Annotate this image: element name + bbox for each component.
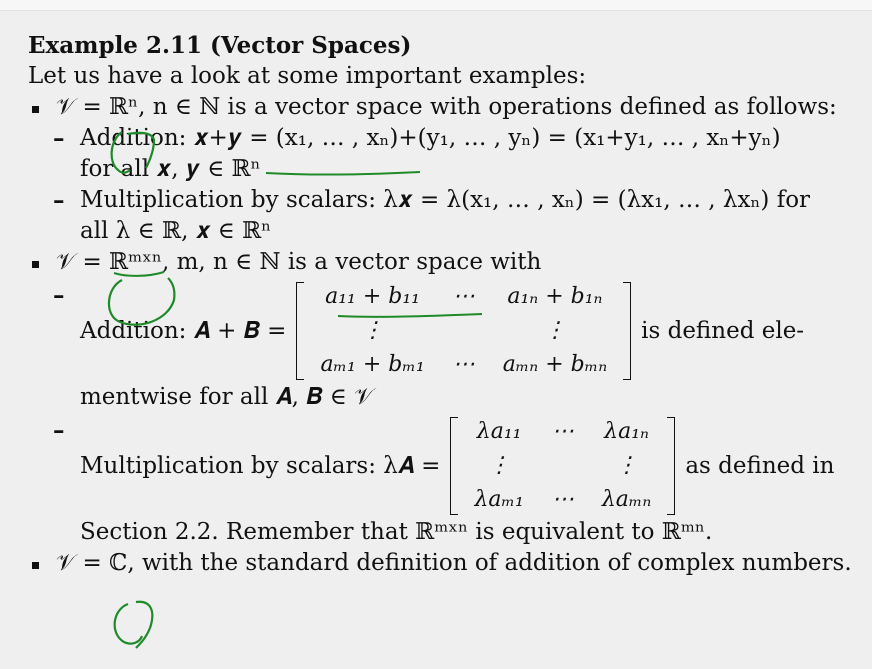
addition-matrix-cell: aₘₙ + bₘₙ (502, 352, 608, 377)
example-title: Example 2.11 (Vector Spaces) (28, 32, 412, 59)
rmn-multiplication-prefix: – Multiplication by scalars: λ𝑨 = (80, 452, 441, 479)
addition-matrix-cell (439, 314, 489, 348)
rmn-addition-suffix: is defined ele- (641, 317, 805, 344)
scalar-matrix-cell: ⋯ (551, 487, 574, 512)
example-intro: Let us have a look at some important examples: (28, 63, 587, 89)
addition-matrix-cell: ⋯ (452, 352, 475, 377)
scalar-matrix (450, 415, 675, 517)
addition-matrix-cell: a₁ₙ + b₁ₙ (507, 284, 603, 309)
bullet-rmn: 𝒱 = ℝᵐˣⁿ, m, n ∈ ℕ is a vector space with (28, 247, 858, 278)
scalar-matrix-cell: ⋮ (488, 453, 511, 478)
bullet-complex: 𝒱 = ℂ, with the standard definition of addition of complex numbers. (28, 548, 858, 579)
scalar-matrix-cell: λaₘ₁ (474, 487, 524, 512)
addition-matrix-cell: a₁₁ + b₁₁ (325, 284, 421, 309)
scalar-matrix-cell: λaₘₙ (601, 487, 652, 512)
top-border (0, 0, 872, 11)
ink-circle-complex (115, 604, 142, 644)
bullet-rn: 𝒱 = ℝⁿ, n ∈ ℕ is a vector space with operations defined as follows: (28, 92, 858, 123)
rmn-addition-cont: mentwise for all 𝑨, 𝑩 ∈ 𝒱 (80, 384, 374, 410)
scalar-matrix-cell: ⋮ (615, 453, 638, 478)
scalar-matrix-cell: λa₁ₙ (604, 419, 649, 444)
example-block (28, 30, 858, 579)
ink-bracket-complex (136, 602, 152, 648)
rmn-multiplication (28, 415, 858, 517)
scalar-matrix-cell (538, 449, 588, 483)
addition-matrix-cell: ⋮ (543, 318, 566, 343)
addition-matrix-cell: aₘ₁ + bₘ₁ (320, 352, 425, 377)
addition-matrix-cell: ⋮ (361, 318, 384, 343)
addition-matrix (296, 280, 631, 382)
rmn-addition (28, 280, 858, 382)
rmn-multiplication-suffix: as defined in (685, 452, 835, 479)
scalar-matrix-cell: λa₁₁ (476, 419, 522, 444)
rn-multiplication: – Multiplication by scalars: λ𝒙 = λ(x₁, … , xₙ) = (λx₁, … , λxₙ) for (28, 185, 858, 216)
rn-multiplication-cont: all λ ∈ ℝ, 𝒙 ∈ ℝⁿ (80, 218, 272, 244)
rmn-multiplication-cont: Section 2.2. Remember that ℝᵐˣⁿ is equivalent to ℝᵐⁿ. (80, 519, 713, 545)
addition-matrix-cell: ⋯ (452, 284, 475, 309)
rmn-addition-prefix: – Addition: 𝑨 + 𝑩 = (80, 317, 287, 344)
rn-addition: – Addition: 𝒙+𝒚 = (x₁, … , xₙ)+(y₁, … , yₙ) = (x₁+y₁, … , xₙ+yₙ) (28, 123, 858, 154)
scalar-matrix-cell: ⋯ (551, 419, 574, 444)
rn-addition-cont: for all 𝒙, 𝒚 ∈ ℝⁿ (80, 156, 261, 182)
